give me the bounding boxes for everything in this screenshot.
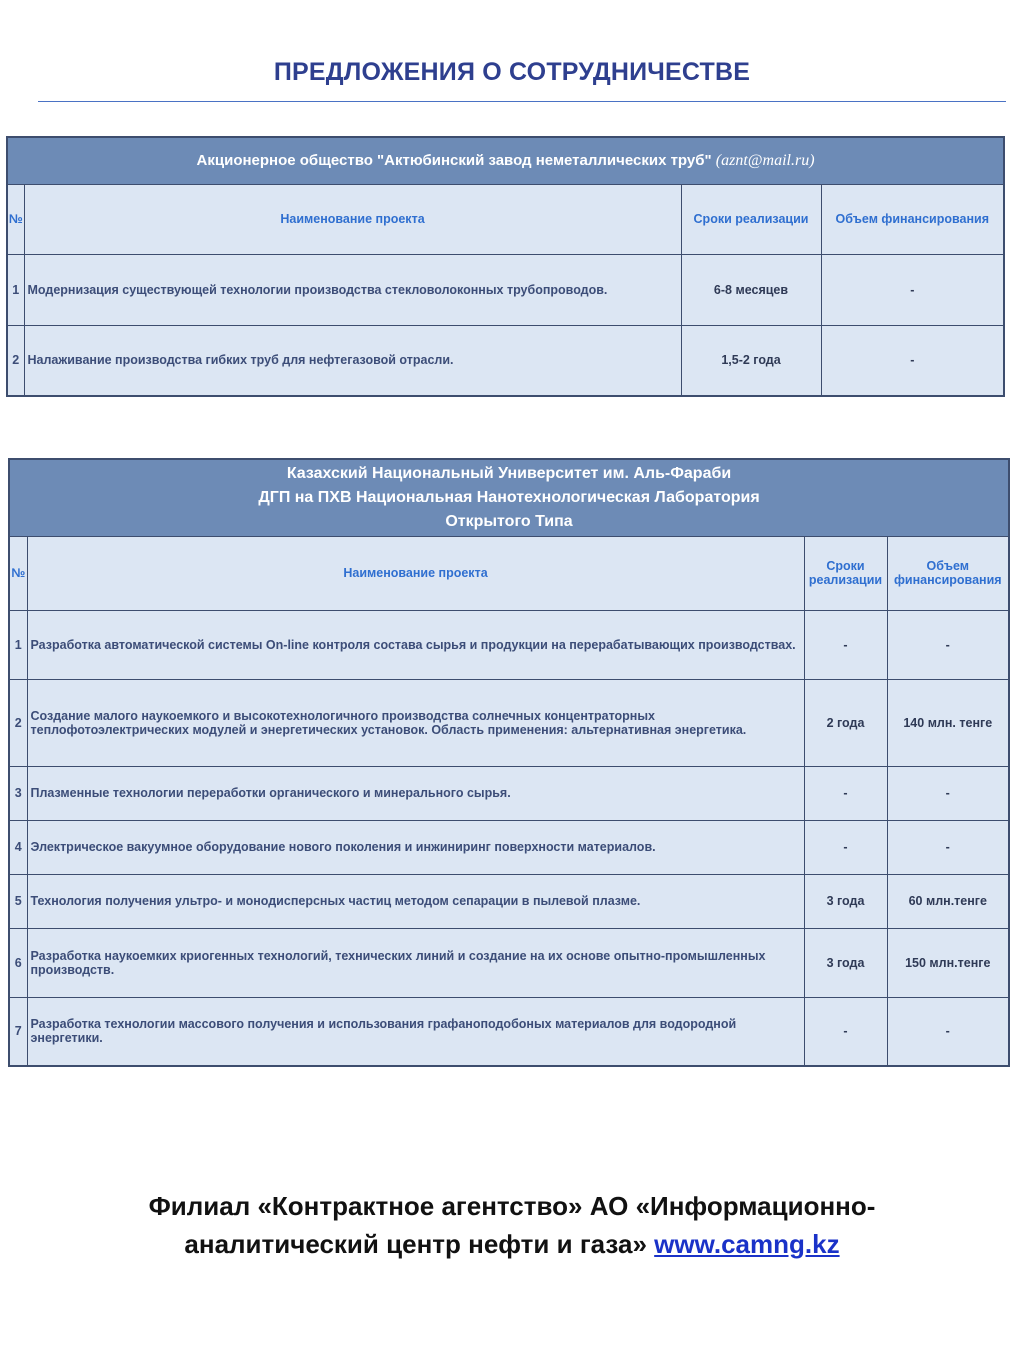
organization-name: Акционерное общество "Актюбинский завод неметаллических труб"	[196, 151, 712, 169]
column-header-number: №	[9, 536, 27, 610]
table-row	[9, 766, 1009, 820]
organization-header	[7, 137, 1004, 184]
project-term: 3 года	[804, 928, 887, 997]
column-header-funding: Объем финансирования	[887, 536, 1009, 610]
organization-header	[9, 459, 1009, 536]
project-funding: -	[821, 325, 1004, 396]
row-number: 7	[9, 997, 27, 1066]
row-number: 1	[7, 254, 24, 325]
organization-email: (aznt@mail.ru)	[715, 151, 815, 169]
column-header-project-name: Наименование проекта	[24, 184, 681, 254]
row-number: 5	[9, 874, 27, 928]
project-name: Технология получения ультро- и монодисперсных частиц методом сепарации в пылевой плазме.	[27, 874, 804, 928]
footer-contact	[0, 1187, 1024, 1263]
page-title: ПРЕДЛОЖЕНИЯ О СОТРУДНИЧЕСТВЕ	[273, 58, 751, 86]
website-link[interactable]: www.camng.kz	[654, 1229, 840, 1259]
table-row	[9, 928, 1009, 997]
project-term: 3 года	[804, 874, 887, 928]
project-name: Модернизация существующей технологии производства стекловолоконных трубопроводов.	[24, 254, 681, 325]
row-number: 1	[9, 610, 27, 679]
footer-line: Филиал «Контрактное агентство» АО «Информационно-	[148, 1191, 876, 1221]
row-number: 3	[9, 766, 27, 820]
organization-name-line: Открытого Типа	[445, 512, 573, 530]
project-funding: 60 млн.тенге	[887, 874, 1009, 928]
project-funding: 140 млн. тенге	[887, 679, 1009, 766]
project-name: Налаживание производства гибких труб для нефтегазовой отрасли.	[24, 325, 681, 396]
table-row	[9, 874, 1009, 928]
table-row	[9, 610, 1009, 679]
title-divider	[38, 101, 1006, 102]
column-header-funding: Объем финансирования	[821, 184, 1004, 254]
table-row	[9, 679, 1009, 766]
project-term: -	[804, 766, 887, 820]
project-term: 1,5-2 года	[681, 325, 821, 396]
row-number: 2	[9, 679, 27, 766]
project-term: -	[804, 997, 887, 1066]
project-name: Плазменные технологии переработки органического и минерального сырья.	[27, 766, 804, 820]
project-term: 6-8 месяцев	[681, 254, 821, 325]
project-name: Разработка наукоемких криогенных технологий, технических линий и создание на их основе опытно-промышленных производств.	[27, 928, 804, 997]
project-term: -	[804, 610, 887, 679]
project-funding: -	[821, 254, 1004, 325]
project-funding: -	[887, 610, 1009, 679]
row-number: 2	[7, 325, 24, 396]
project-term: 2 года	[804, 679, 887, 766]
footer-org-text: аналитический центр нефти и газа»	[184, 1229, 647, 1259]
row-number: 6	[9, 928, 27, 997]
project-name: Создание малого наукоемкого и высокотехнологичного производства солнечных концентраторных теплофотоэлектрических модулей и энергетических установок. Область применения: альтернативная энергетика.	[27, 679, 804, 766]
table-row	[7, 325, 1004, 396]
table-row	[9, 820, 1009, 874]
project-name: Разработка автоматической системы On-line контроля состава сырья и продукции на перерабатывающих производствах.	[27, 610, 804, 679]
project-funding: 150 млн.тенге	[887, 928, 1009, 997]
organization-name-line: Казахский Национальный Университет им. Аль-Фараби	[286, 464, 732, 482]
project-funding: -	[887, 766, 1009, 820]
project-funding: -	[887, 997, 1009, 1066]
projects-table-kaznu	[8, 458, 1010, 1067]
footer-line	[0, 1225, 1024, 1263]
project-name: Электрическое вакуумное оборудование нового поколения и инжиниринг поверхности материалов.	[27, 820, 804, 874]
row-number: 4	[9, 820, 27, 874]
project-name: Разработка технологии массового получения и использования графаноподобоных материалов для водородной энергетики.	[27, 997, 804, 1066]
column-header-term: Сроки реализации	[681, 184, 821, 254]
column-header-number: №	[7, 184, 24, 254]
organization-name-line: ДГП на ПХВ Национальная Нанотехнологическая Лаборатория	[258, 488, 760, 506]
project-term: -	[804, 820, 887, 874]
project-funding: -	[887, 820, 1009, 874]
table-row	[7, 254, 1004, 325]
column-header-term: Сроки реализации	[804, 536, 887, 610]
table-row	[9, 997, 1009, 1066]
column-header-project-name: Наименование проекта	[27, 536, 804, 610]
projects-table-aznt	[6, 136, 1005, 397]
